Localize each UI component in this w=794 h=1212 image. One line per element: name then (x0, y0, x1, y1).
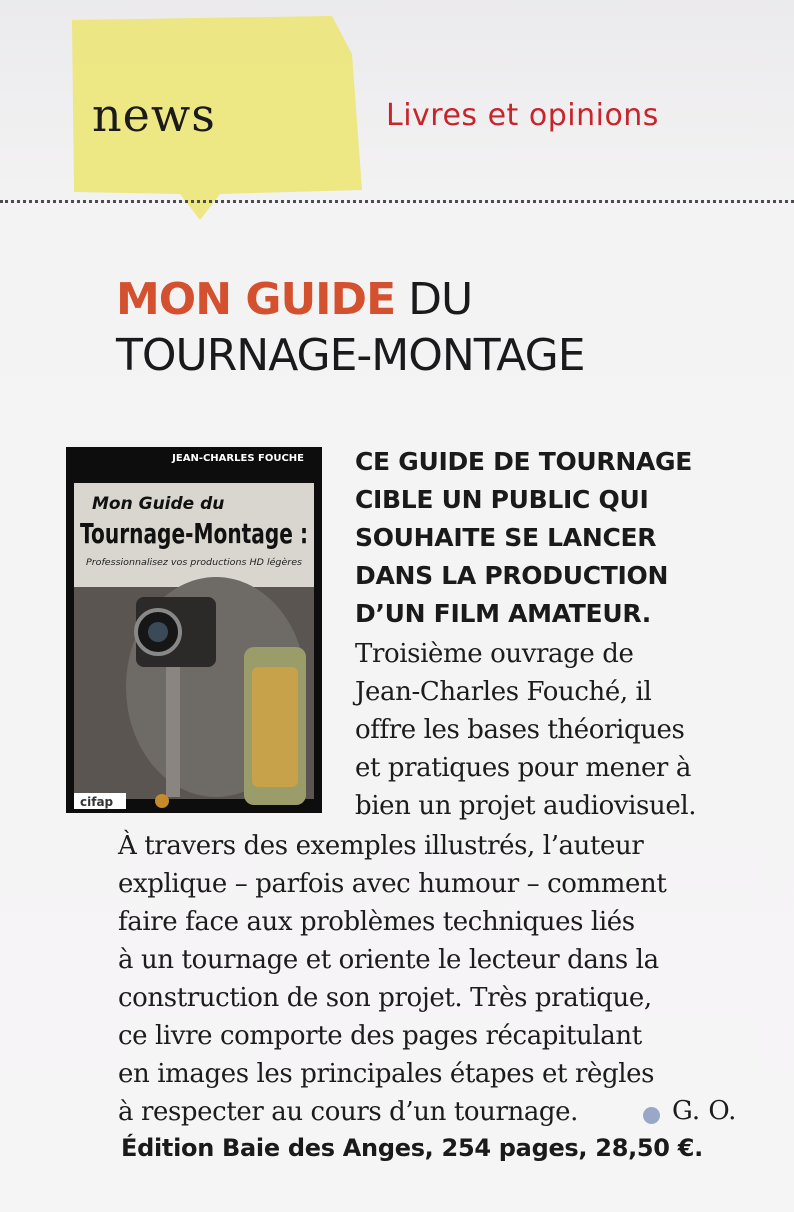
author-signature: G. O. (672, 1096, 737, 1126)
body-line: À travers des exemples illustrés, l’auteur (118, 831, 644, 861)
cover-author: JEAN-CHARLES FOUCHE (172, 453, 304, 464)
headline-part-2: TOURNAGE-MONTAGE (116, 330, 585, 381)
section-title: Livres et opinions (386, 98, 659, 133)
body-line: bien un projet audiovisuel. (355, 791, 697, 821)
article-lead: CE GUIDE DE TOURNAGE CIBLE UN PUBLIC QUI SOUHAITE SE LANCER DANS LA PRODUCTION D’UN FILM AMATEUR. (355, 447, 693, 628)
body-line: Troisième ouvrage de (355, 639, 634, 669)
edition-info: Édition Baie des Anges, 254 pages, 28,50 €. (121, 1134, 703, 1162)
headline-accent: MON GUIDE (116, 274, 396, 325)
book-cover-illustration (66, 447, 322, 813)
body-line: faire face aux problèmes techniques liés (118, 907, 635, 937)
body-line: explique – parfois avec humour – comment (118, 869, 667, 899)
body-line: et pratiques pour mener à (355, 753, 691, 783)
publisher-logo: cifap (80, 795, 114, 809)
body-line: à respecter au cours d’un tournage. (118, 1097, 579, 1127)
article-headline (116, 272, 776, 384)
headline-part-1: DU (395, 274, 473, 325)
body-line: en images les principales étapes et règles (118, 1059, 655, 1089)
book-cover-image (66, 447, 322, 813)
cover-title-line-1: Mon Guide du (92, 494, 225, 514)
bullet-dot-icon (643, 1107, 660, 1124)
cover-title-line-2: Tournage-Montage : (80, 517, 308, 550)
body-line: à un tournage et oriente le lecteur dans la (118, 945, 659, 975)
dotted-divider (0, 200, 794, 203)
section-tag: news (92, 88, 216, 142)
cover-subtitle: Professionnalisez vos productions HD légères (86, 558, 291, 568)
body-line: Jean-Charles Fouché, il (355, 677, 652, 707)
body-line: offre les bases théoriques (355, 715, 685, 745)
body-line: ce livre comporte des pages récapitulant (118, 1021, 642, 1051)
body-line: construction de son projet. Très pratique, (118, 983, 652, 1013)
